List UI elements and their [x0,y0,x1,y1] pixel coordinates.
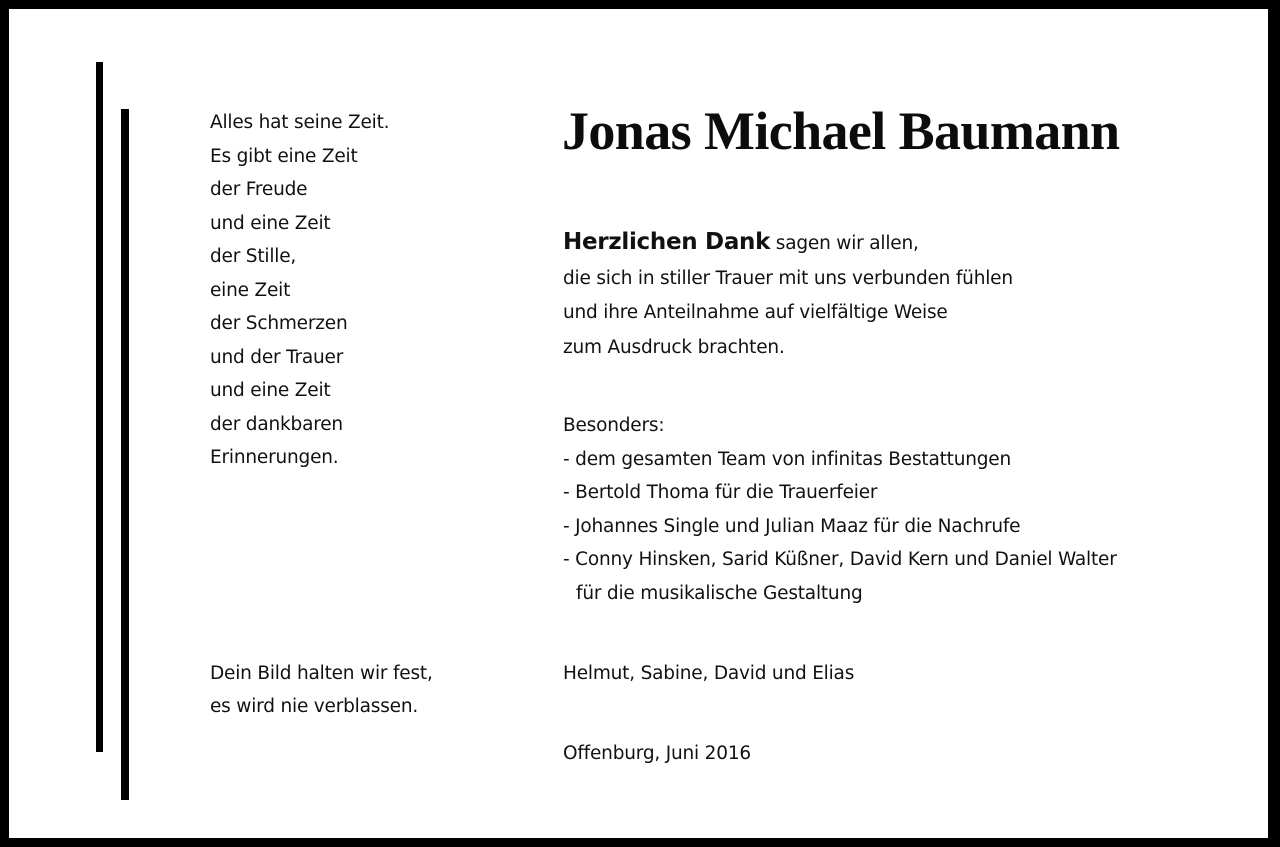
thanks-message [563,225,1013,365]
special-thanks-item: - Bertold Thoma für die Trauerfeier [563,482,878,503]
thanks-line: zum Ausdruck brachten. [563,336,785,358]
family-signature: Helmut, Sabine, David und Elias [563,663,855,684]
thanks-line: und ihre Anteilnahme auf vielfältige Weise [563,302,948,323]
poem-line: und der Trauer [210,346,344,368]
mourning-bar-outer [96,62,103,752]
closing-quote-line: es wird nie verblassen. [210,696,419,717]
poem-line: der dankbaren [210,413,343,435]
special-thanks-heading: Besonders: [563,415,665,436]
poem [210,106,389,475]
special-thanks-item: - Conny Hinsken, Sarid Küßner, David Kern und Daniel Walter [563,549,1117,570]
thanks-lead: Herzlichen Dank [563,229,771,255]
poem-line: Erinnerungen. [210,447,339,468]
closing-quote [210,657,433,723]
closing-quote-line: Dein Bild halten wir fest, [210,663,433,684]
mourning-bar-inner [121,109,129,800]
poem-line: und eine Zeit [210,380,331,401]
thanks-line: die sich in stiller Trauer mit uns verbunden fühlen [563,267,1013,289]
special-thanks-item: - dem gesamten Team von infinitas Bestattungen [563,448,1011,470]
thanks-first-line [563,225,1013,262]
special-thanks [563,409,1117,610]
special-thanks-item: - Johannes Single und Julian Maaz für die Nachrufe [563,515,1021,537]
poem-line: eine Zeit [210,279,291,301]
thanks-lead-rest: sagen wir allen, [770,233,919,254]
poem-line: und eine Zeit [210,212,331,234]
poem-line: der Freude [210,179,308,200]
poem-line: der Schmerzen [210,313,348,334]
special-thanks-continuation: für die musikalische Gestaltung [576,582,863,604]
poem-line: Es gibt eine Zeit [210,145,358,167]
place-date: Offenburg, Juni 2016 [563,743,751,764]
poem-line: Alles hat seine Zeit. [210,112,390,133]
deceased-name: Jonas Michael Baumann [562,101,1120,161]
poem-line: der Stille, [210,246,297,267]
